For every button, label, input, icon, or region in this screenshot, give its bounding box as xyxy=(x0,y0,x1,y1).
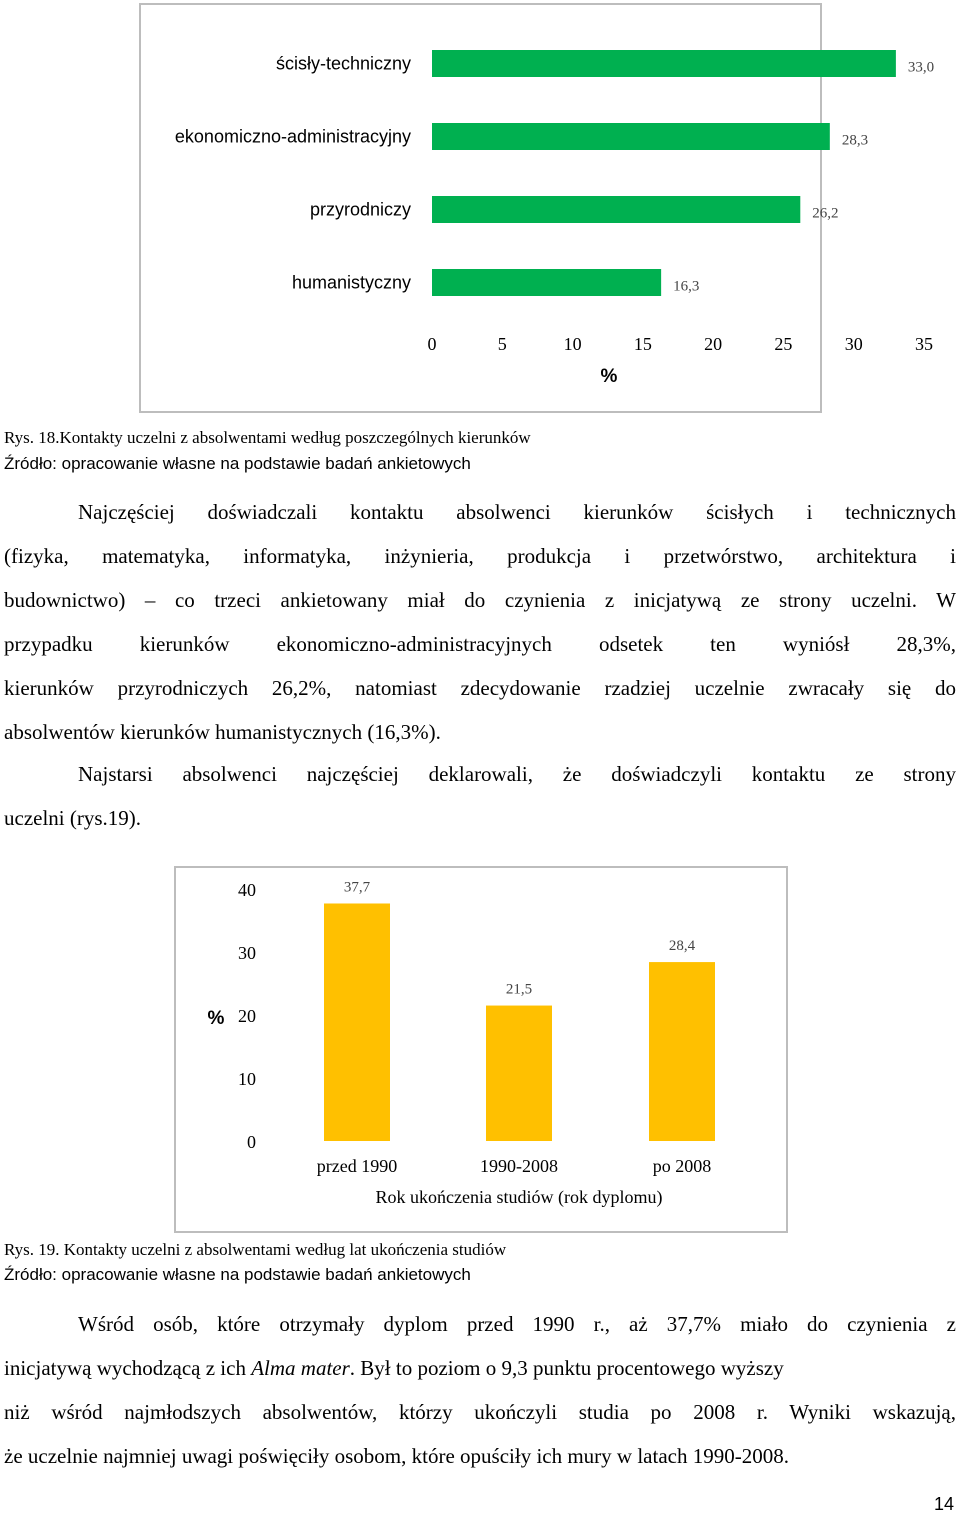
chart-years-box xyxy=(174,866,788,1233)
paragraph-1-line: przypadku kierunków ekonomiczno-administracyjnych odsetek ten wyniósł 28,3%, xyxy=(4,632,956,656)
paragraph-1-line: Najczęściej doświadczali kontaktu absolwenci kierunków ścisłych i technicznych xyxy=(78,500,956,524)
figure-19-source: Źródło: opracowanie własne na podstawie badań ankietowych xyxy=(4,1265,471,1284)
category-label: przed 1990 xyxy=(316,1156,398,1176)
paragraph-2 xyxy=(4,752,956,840)
paragraph-3-line: niż wśród najmłodszych absolwentów, którzy ukończyli studia po 2008 r. Wyniki wskazują, xyxy=(4,1400,956,1424)
y-tick-label: 20 xyxy=(238,1006,256,1026)
x-tick-label: 20 xyxy=(704,334,723,354)
bar xyxy=(486,1006,552,1141)
bar xyxy=(432,196,800,223)
data-label: 21,5 xyxy=(505,981,533,998)
bar xyxy=(324,903,390,1141)
alma-mater-italic: Alma mater xyxy=(251,1356,350,1380)
figure-18-source: Źródło: opracowanie własne na podstawie badań ankietowych xyxy=(4,454,471,473)
paragraph-3-line: Wśród osób, które otrzymały dyplom przed 1990 r., aż 37,7% miało do czynienia z xyxy=(78,1312,956,1336)
x-tick-label: 30 xyxy=(844,334,863,354)
paragraph-1-line: kierunków przyrodniczych 26,2%, natomiast zdecydowanie rzadziej uczelnie zwracały się do xyxy=(4,676,956,700)
chart-fields-svg xyxy=(139,3,935,413)
data-label: 28,3 xyxy=(841,132,869,149)
paragraph-2-line: uczelni (rys.19). xyxy=(4,806,142,830)
paragraph-1-line: budownictwo) – co trzeci ankietowany miał do czynienia z inicjatywą ze strony uczelni. W xyxy=(4,588,956,612)
category-label: ekonomiczno-administracyjny xyxy=(174,126,411,147)
data-label: 26,2 xyxy=(812,205,839,222)
figure-19-caption: Rys. 19. Kontakty uczelni z absolwentami według lat ukończenia studiów xyxy=(4,1240,507,1259)
paragraph-3-line: że uczelnie najmniej uwagi poświęciły osobom, które opuściły ich mury w latach 1990-2008. xyxy=(4,1444,789,1468)
paragraph-1-line: absolwentów kierunków humanistycznych (16,3%). xyxy=(4,720,441,744)
paragraph-2-line: Najstarsi absolwenci najczęściej deklarowali, że doświadczyli kontaktu ze strony xyxy=(78,762,956,786)
page-number: 14 xyxy=(933,1494,954,1514)
x-tick-label: 25 xyxy=(774,334,793,354)
category-label: 1990-2008 xyxy=(480,1156,558,1176)
chart-years-svg xyxy=(174,866,788,1233)
x-tick-label: 15 xyxy=(633,334,652,354)
category-label: humanistyczny xyxy=(291,272,411,293)
category-label: po 2008 xyxy=(652,1156,712,1176)
bar xyxy=(649,962,715,1141)
paragraph-3-text: inicjatywą wychodzącą z ich xyxy=(4,1356,252,1380)
x-tick-label: 10 xyxy=(563,334,582,354)
y-tick-label: 10 xyxy=(238,1069,256,1089)
figure-18-caption: Rys. 18.Kontakty uczelni z absolwentami według poszczególnych kierunków xyxy=(4,428,531,447)
x-axis-title: Rok ukończenia studiów (rok dyplomu) xyxy=(375,1187,663,1207)
paragraph-3 xyxy=(4,1302,956,1478)
y-tick-label: 40 xyxy=(238,880,256,900)
paragraph-1 xyxy=(4,490,956,754)
y-tick-label: 0 xyxy=(247,1132,256,1152)
x-tick-label: 5 xyxy=(497,334,507,354)
x-tick-label: 35 xyxy=(915,334,933,354)
category-label: ścisły-techniczny xyxy=(275,53,411,74)
y-tick-label: 30 xyxy=(238,943,256,963)
bar xyxy=(432,50,896,77)
data-label: 16,3 xyxy=(673,278,700,295)
bar xyxy=(432,123,830,150)
category-label: przyrodniczy xyxy=(309,199,411,220)
bar xyxy=(432,269,661,296)
data-label: 33,0 xyxy=(907,59,935,76)
y-axis-title: % xyxy=(207,1008,225,1029)
x-axis-title: % xyxy=(600,366,618,387)
data-label: 37,7 xyxy=(343,879,371,896)
chart-fields-box xyxy=(139,3,935,413)
paragraph-1-line: (fizyka, matematyka, informatyka, inżynieria, produkcja i przetwórstwo, architektura i xyxy=(4,544,956,568)
paragraph-3-text: . Był to poziom o 9,3 punktu procentowego wyższy xyxy=(349,1356,784,1380)
x-tick-label: 0 xyxy=(427,334,437,354)
data-label: 28,4 xyxy=(668,938,696,955)
paragraph-3-line-2 xyxy=(4,1346,956,1390)
